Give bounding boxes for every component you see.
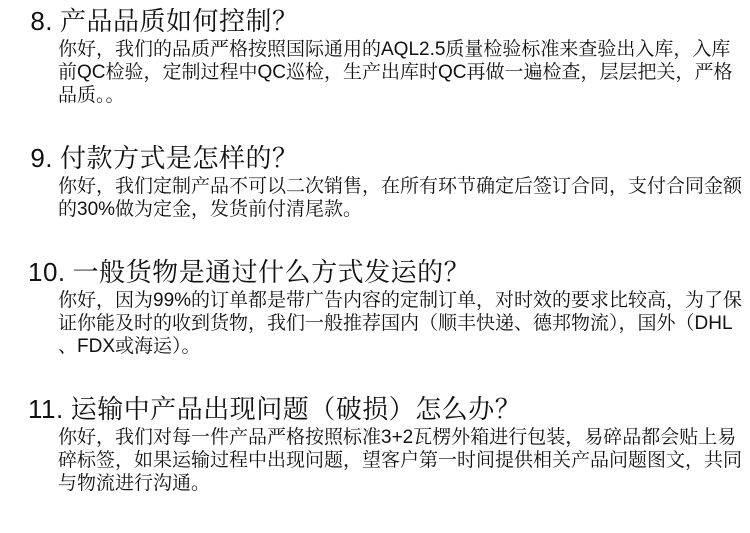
answer-line: 与物流进行沟通。 xyxy=(58,473,211,494)
question-number: 9. xyxy=(30,143,53,173)
faq-item-11 xyxy=(28,394,743,495)
answer-line: 你好，我们定制产品不可以二次销售，在所有环节确定后签订合同，支付合同金额 xyxy=(58,176,743,197)
answer-line: 的30%做为定金，发货前付清尾款。 xyxy=(58,199,363,220)
question-heading xyxy=(28,394,720,424)
answer-line: 前QC检验，定制过程中QC巡检，生产出库时QC再做一遍检查，层层把关，严格 xyxy=(58,62,733,83)
answer-line: 你好，因为99%的订单都是带广告内容的定制订单，对时效的要求比较高，为了保 xyxy=(58,290,743,311)
answer-line: 碎标签，如果运输过程中出现问题，望客户第一时间提供相关产品问题图文，共同 xyxy=(58,450,743,471)
question-text: 付款方式是怎样的？ xyxy=(60,143,299,173)
question-heading xyxy=(28,6,720,36)
question-text: 产品品质如何控制？ xyxy=(60,6,299,36)
answer-paragraph xyxy=(58,38,733,107)
question-number: 8. xyxy=(30,6,53,36)
question-number: 10. xyxy=(28,257,66,287)
faq-item-10 xyxy=(28,257,743,358)
question-heading xyxy=(28,143,720,173)
answer-line: 、FDX或海运）。 xyxy=(58,336,201,357)
faq-item-9 xyxy=(28,143,743,221)
answer-line: 你好，我们对每一件产品严格按照标准3+2瓦楞外箱进行包装，易碎品都会贴上易 xyxy=(58,427,737,448)
answer-line: 品质。。 xyxy=(58,85,125,106)
answer-line: 你好，我们的品质严格按照国际通用的AQL2.5质量检验标准来查验出入库，入库 xyxy=(58,39,731,60)
answer-paragraph xyxy=(58,289,743,358)
question-number: 11. xyxy=(28,394,64,424)
answer-line: 证你能及时的收到货物，我们一般推荐国内（顺丰快递、德邦物流），国外（DHL xyxy=(58,313,733,334)
faq-item-8 xyxy=(28,6,733,107)
answer-paragraph xyxy=(58,426,743,495)
question-text: 一般货物是通过什么方式发运的？ xyxy=(72,257,471,287)
question-heading xyxy=(28,257,720,287)
answer-paragraph xyxy=(58,175,743,221)
question-text: 运输中产品出现问题（破损）怎么办？ xyxy=(70,394,522,424)
